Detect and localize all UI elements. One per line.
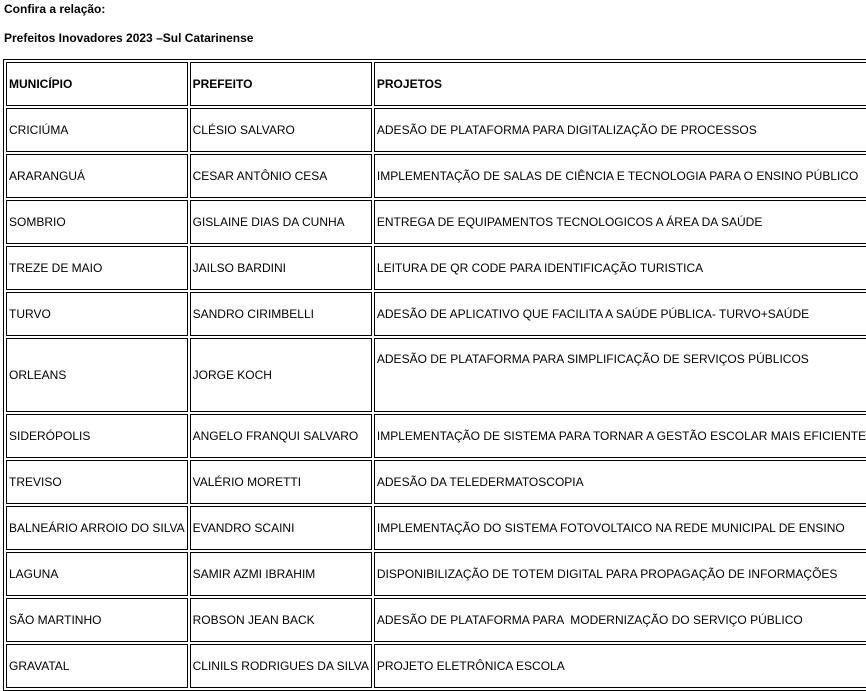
cell-municipio: BALNEÁRIO ARROIO DO SILVA bbox=[6, 506, 188, 550]
cell-projeto: DISPONIBILIZAÇÃO DE TOTEM DIGITAL PARA PROPAGAÇÃO DE INFORMAÇÕES bbox=[374, 552, 866, 596]
cell-projeto: ADESÃO DE PLATAFORMA PARA DIGITALIZAÇÃO DE PROCESSOS bbox=[374, 108, 866, 152]
table-row bbox=[6, 506, 866, 550]
cell-municipio: TURVO bbox=[6, 292, 188, 336]
cell-projeto: ADESÃO DE PLATAFORMA PARA MODERNIZAÇÃO DO SERVIÇO PÚBLICO bbox=[374, 598, 866, 642]
cell-municipio: GRAVATAL bbox=[6, 644, 188, 688]
table-row bbox=[6, 552, 866, 596]
table-row bbox=[6, 154, 866, 198]
cell-projeto: IMPLEMENTAÇÃO DE SISTEMA PARA TORNAR A GESTÃO ESCOLAR MAIS EFICIENTE bbox=[374, 414, 866, 458]
table-row bbox=[6, 598, 866, 642]
cell-prefeito: CLINILS RODRIGUES DA SILVA bbox=[190, 644, 372, 688]
cell-prefeito: CLÉSIO SALVARO bbox=[190, 108, 372, 152]
cell-projeto: LEITURA DE QR CODE PARA IDENTIFICAÇÃO TURISTICA bbox=[374, 246, 866, 290]
intro-heading: Confira a relação: bbox=[4, 2, 106, 16]
cell-prefeito: VALÉRIO MORETTI bbox=[190, 460, 372, 504]
cell-prefeito: CESAR ANTÔNIO CESA bbox=[190, 154, 372, 198]
cell-municipio: SIDERÓPOLIS bbox=[6, 414, 188, 458]
table-header-row bbox=[6, 62, 866, 106]
cell-municipio: ORLEANS bbox=[6, 338, 188, 412]
cell-municipio: SOMBRIO bbox=[6, 200, 188, 244]
table-row bbox=[6, 200, 866, 244]
cell-municipio: TREZE DE MAIO bbox=[6, 246, 188, 290]
cell-prefeito: EVANDRO SCAINI bbox=[190, 506, 372, 550]
table-row bbox=[6, 338, 866, 412]
cell-prefeito: ANGELO FRANQUI SALVARO bbox=[190, 414, 372, 458]
table-row bbox=[6, 414, 866, 458]
cell-projeto: ENTREGA DE EQUIPAMENTOS TECNOLOGICOS A ÁREA DA SAÚDE bbox=[374, 200, 866, 244]
table-row bbox=[6, 292, 866, 336]
cell-prefeito: GISLAINE DIAS DA CUNHA bbox=[190, 200, 372, 244]
cell-municipio: TREVISO bbox=[6, 460, 188, 504]
mayors-table bbox=[3, 59, 866, 691]
cell-prefeito: ROBSON JEAN BACK bbox=[190, 598, 372, 642]
list-title: Prefeitos Inovadores 2023 –Sul Catarinense bbox=[4, 31, 254, 45]
cell-municipio: SÃO MARTINHO bbox=[6, 598, 188, 642]
cell-projeto: ADESÃO DE PLATAFORMA PARA SIMPLIFICAÇÃO DE SERVIÇOS PÚBLICOS bbox=[374, 338, 866, 412]
cell-projeto: IMPLEMENTAÇÃO DE SALAS DE CIÊNCIA E TECNOLOGIA PARA O ENSINO PÚBLICO bbox=[374, 154, 866, 198]
cell-projeto: ADESÃO DE APLICATIVO QUE FACILITA A SAÚDE PÚBLICA- TURVO+SAÚDE bbox=[374, 292, 866, 336]
header-municipio: MUNICÍPIO bbox=[6, 62, 188, 106]
cell-municipio: ARARANGUÁ bbox=[6, 154, 188, 198]
cell-prefeito: JORGE KOCH bbox=[190, 338, 372, 412]
cell-prefeito: SANDRO CIRIMBELLI bbox=[190, 292, 372, 336]
header-prefeito: PREFEITO bbox=[190, 62, 372, 106]
cell-municipio: LAGUNA bbox=[6, 552, 188, 596]
table-row bbox=[6, 246, 866, 290]
table-row bbox=[6, 644, 866, 688]
cell-projeto: ADESÃO DA TELEDERMATOSCOPIA bbox=[374, 460, 866, 504]
header-projetos: PROJETOS bbox=[374, 62, 866, 106]
cell-municipio: CRICIÚMA bbox=[6, 108, 188, 152]
table-row bbox=[6, 108, 866, 152]
cell-projeto: IMPLEMENTAÇÃO DO SISTEMA FOTOVOLTAICO NA REDE MUNICIPAL DE ENSINO bbox=[374, 506, 866, 550]
cell-prefeito: JAILSO BARDINI bbox=[190, 246, 372, 290]
table-row bbox=[6, 460, 866, 504]
cell-prefeito: SAMIR AZMI IBRAHIM bbox=[190, 552, 372, 596]
cell-projeto: PROJETO ELETRÔNICA ESCOLA bbox=[374, 644, 866, 688]
